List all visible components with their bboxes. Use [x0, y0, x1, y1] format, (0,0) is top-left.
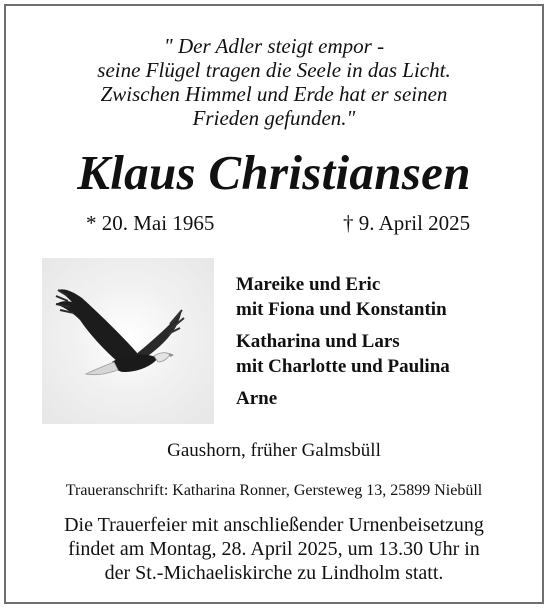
- birth-date: * 20. Mai 1965: [86, 211, 215, 235]
- quote-line: Zwischen Himmel und Erde hat er seinen: [100, 82, 448, 106]
- place-of-residence: Gaushorn, früher Galmsbüll: [167, 440, 381, 461]
- mourner-line: Arne: [236, 388, 278, 409]
- mourner-group: [236, 386, 450, 411]
- quote-line: " Der Adler steigt empor -: [163, 34, 385, 58]
- mourner-group: [236, 329, 450, 379]
- quote: [6, 34, 542, 130]
- mourners-list: [236, 272, 450, 411]
- service-line: findet am Montag, 28. April 2025, um 13.30 Uhr in: [68, 538, 480, 560]
- eagle-icon: [42, 258, 214, 424]
- mourner-line: Mareike und Eric: [236, 274, 381, 295]
- quote-line: Frieden gefunden.": [192, 106, 356, 130]
- deceased-name: Klaus Christiansen: [77, 145, 471, 200]
- death-date: † 9. April 2025: [343, 211, 471, 235]
- funeral-service-info: [6, 513, 542, 585]
- mourner-line: Katharina und Lars: [236, 331, 400, 352]
- eagle-photo: [42, 258, 214, 424]
- mourner-group: [236, 272, 450, 322]
- mourner-line: mit Fiona und Konstantin: [236, 299, 447, 320]
- quote-line: seine Flügel tragen die Seele in das Licht.: [97, 58, 451, 82]
- mourning-address: Traueranschrift: Katharina Ronner, Gersteweg 13, 25899 Niebüll: [65, 482, 483, 499]
- service-line: Die Trauerfeier mit anschließender Urnenbeisetzung: [64, 514, 484, 536]
- service-line: der St.-Michaeliskirche zu Lindholm statt.: [104, 562, 444, 584]
- mourner-line: mit Charlotte und Paulina: [236, 356, 450, 377]
- obituary-notice: [4, 4, 544, 604]
